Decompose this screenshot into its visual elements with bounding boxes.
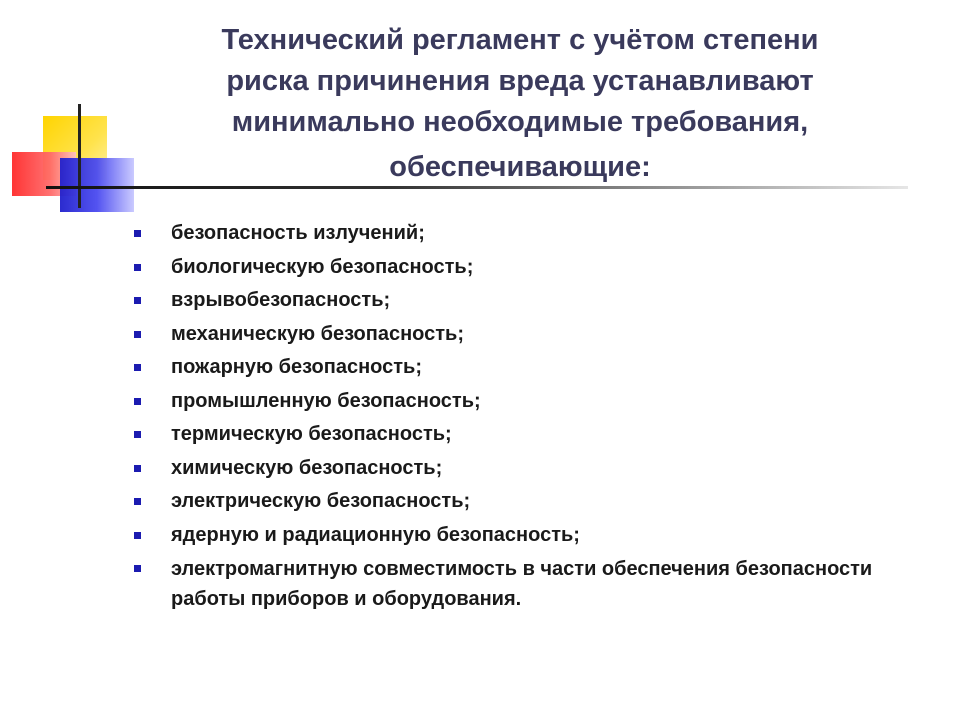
title-line: Технический регламент с учётом степени xyxy=(221,24,819,56)
list-item xyxy=(130,385,890,419)
title-line: минимально необходимые требования, xyxy=(231,106,809,138)
requirements-list xyxy=(130,217,890,614)
list-item-text: механическую безопасность; xyxy=(171,322,465,345)
list-item-text: пожарную безопасность; xyxy=(171,356,423,378)
vertical-divider-line xyxy=(78,104,81,208)
square-bullet-icon xyxy=(134,331,141,338)
list-item-text: биологическую безопасность; xyxy=(171,255,474,278)
list-item xyxy=(130,251,890,285)
list-item-text: безопасность излучений; xyxy=(171,222,425,244)
blue-square-decoration xyxy=(60,158,134,212)
list-item-text: ядерную и радиационную безопасность; xyxy=(171,523,580,546)
list-item xyxy=(130,519,890,553)
list-item-text: промышленную безопасность; xyxy=(171,389,481,412)
list-item-text: термическую безопасность; xyxy=(171,423,452,445)
square-bullet-icon xyxy=(134,498,141,505)
list-item xyxy=(130,318,890,352)
list-item-text: взрывобезопасность; xyxy=(171,289,391,311)
list-item xyxy=(130,485,890,519)
slide-title xyxy=(150,20,890,188)
square-bullet-icon xyxy=(134,364,141,371)
list-item xyxy=(130,217,890,251)
list-item xyxy=(130,452,890,486)
square-bullet-icon xyxy=(134,565,141,572)
list-item-text: электромагнитную совместимость в части обеспечения безопасности работы приборов и оборудования. xyxy=(171,558,873,610)
square-bullet-icon xyxy=(134,431,141,438)
list-item xyxy=(130,351,890,385)
square-bullet-icon xyxy=(134,398,141,405)
list-item xyxy=(130,418,890,452)
list-item-text: химическую безопасность; xyxy=(171,456,443,479)
title-line: обеспечивающие: xyxy=(389,151,651,183)
title-line: риска причинения вреда устанавливают xyxy=(226,65,814,97)
square-bullet-icon xyxy=(134,230,141,237)
list-item-text: электрическую безопасность; xyxy=(171,490,471,512)
square-bullet-icon xyxy=(134,297,141,304)
square-bullet-icon xyxy=(134,465,141,472)
square-bullet-icon xyxy=(134,532,141,539)
list-item xyxy=(130,284,890,318)
list-item xyxy=(130,554,890,614)
square-bullet-icon xyxy=(134,264,141,271)
